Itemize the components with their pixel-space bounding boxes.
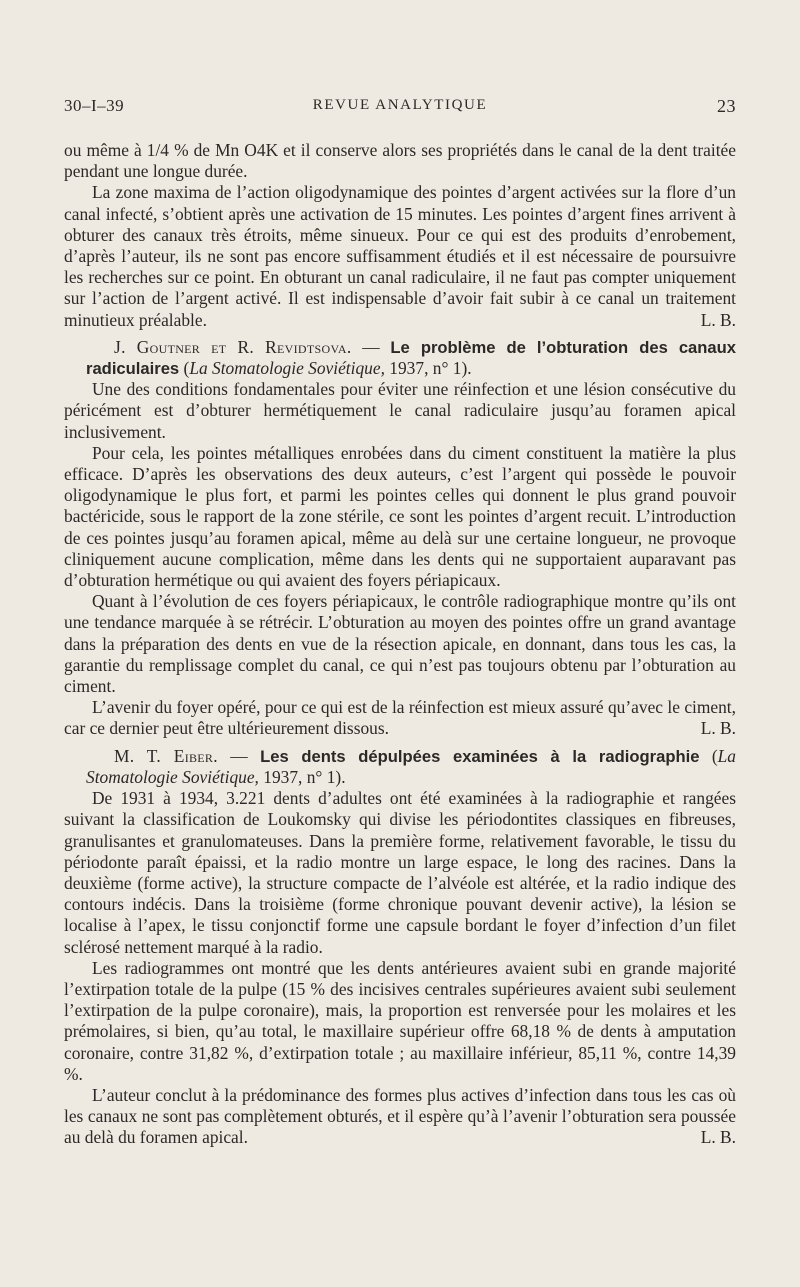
journal-ref: 1937, n° 1). bbox=[258, 766, 346, 787]
paragraph: Une des conditions fondamentales pour éviter une réinfection et une lésion consécutive du péricément est d’obturer hermétiquement le canal radiculaire jusqu’au foramen apical inclusivement. bbox=[64, 379, 736, 442]
article-title: Les dents dépulpées examinées à la radiographie bbox=[260, 746, 700, 766]
paragraph: De 1931 à 1934, 3.221 dents d’adultes ont été examinées à la radiographie et rangées suivant la classification de Loukomsky qui divise les périodontites classiques en fibreuses, granulisantes et granulomateuses. Dans la première forme, relativement favorable, le tissu du périodonte paraît épaissi, et la radio montre un large espace, le long des racines. Dans la deuxième (forme active), la structure compacte de l’alvéole est altérée, et la radio indique des contours indécis. Dans la troisième (forme chronique pouvant devenir active), la lésion se localise à l’apex, le tissu conjonctif forme une capsule bordant le foyer d’infection d’un filet sclérosé nettement marqué à la radio. bbox=[64, 788, 736, 957]
running-header bbox=[64, 96, 736, 116]
article-title: Le problème de l’obturation des canaux radiculaires bbox=[86, 337, 737, 379]
article-authors: M. T. Eiber. bbox=[114, 745, 218, 766]
article-eiber bbox=[64, 746, 736, 1149]
article-goutner bbox=[64, 337, 736, 740]
article-heading: J. Goutner et R. Revidtsova. — Le problème de l’obturation des canaux radiculaires (La Stomatologie Soviétique, 1937, n° 1). bbox=[86, 336, 737, 379]
article-authors: J. Goutner et R. Revidtsova. bbox=[114, 336, 352, 357]
journal-name: La Stomatologie Soviétique, bbox=[86, 745, 737, 787]
header-title: REVUE ANALYTIQUE bbox=[312, 97, 488, 113]
paragraph: La zone maxima de l’action oligodynamique des pointes d’argent activées sur la flore d’un canal infecté, s’obtient après une activation de 15 minutes. Les pointes d’argent fines arrivent à obturer des canaux très étroits, même sinueux. Pour ce qui est des produits d’enrobement, d’après l’auteur, ils ne sont pas encore suffisamment étudiés et il est nécessaire de poursuivre les recherches sur ce point. En obturant un canal radiculaire, il ne faut pas compter uniquement sur l’action de l’argent activé. Il est indispensable d’avoir fait subir à ce canal un traitement minutieux préalable. L. B. bbox=[64, 182, 736, 330]
page-body bbox=[64, 140, 736, 1149]
paragraph: L’auteur conclut à la prédominance des formes plus actives d’infection dans tous les cas où les canaux ne sont pas complètement obturés, et il espère qu’à l’avenir l’obturation sera poussée au delà du foramen apical. L. B. bbox=[64, 1084, 736, 1148]
paragraph: Quant à l’évolution de ces foyers périapicaux, le contrôle radiographique montre qu’ils ont une tendance marquée à se rétrécir. L’obturation au moyen des pointes offre un grand avantage dans la préparation des dents en vue de la résection apicale, en donnant, dans tous les cas, la garantie du remplissage complet du canal, ce qui n’est pas toujours obtenu par l’obturation au ciment. bbox=[64, 591, 736, 697]
signature: L. B. bbox=[700, 1127, 736, 1148]
journal-name: La Stomatologie Soviétique, bbox=[189, 358, 385, 379]
signature: L. B. bbox=[700, 309, 736, 330]
header-date: 30–I–39 bbox=[64, 96, 125, 115]
paragraph: Les radiogrammes ont montré que les dents antérieures avaient subi en grande majorité l’extirpation totale de la pulpe (15 % des incisives centrales supérieures avaient subi seulement l’extirpation de la pulpe coronaire), mais, la proportion est renversée pour les molaires et les prémolaires, si bien, qu’au total, le maxillaire supérieur offre 68,18 % de dents à amputation coronaire, contre 31,82 %, d’extirpation totale ; au maxillaire inférieur, 85,11 %, contre 14,39 %. bbox=[64, 957, 736, 1084]
paragraph: Pour cela, les pointes métalliques enrobées dans du ciment constituent la matière la plus efficace. D’après les observations des deux auteurs, c’est l’argent qui possède le pouvoir oligodynamique le plus fort, et parmi les pointes celles qui donnent le plus grand pouvoir bactéricide, sous le rapport de la zone stérile, ce sont les pointes d’argent recuit. L’introduction de ces pointes jusqu’au foramen apical, même au delà sur une certaine longueur, ne provoque cliniquement aucune complication, même dans les dents qui ne supportaient auparavant pas d’obturation hermétique ou qui avaient des foyers périapicaux. bbox=[64, 442, 736, 591]
paragraph: L’avenir du foyer opéré, pour ce qui est de la réinfection est mieux assuré qu’avec le ciment, car ce dernier peut être ultérieurement dissous. L. B. bbox=[64, 697, 736, 739]
journal-ref: 1937, n° 1). bbox=[384, 358, 472, 379]
page-number: 23 bbox=[717, 96, 736, 116]
article-continuation bbox=[64, 140, 736, 331]
paragraph: ou même à 1/4 % de Mn O4K et il conserve alors ses propriétés dans le canal de la dent traitée pendant une longue durée. bbox=[64, 140, 736, 182]
article-heading: M. T. Eiber. — Les dents dépulpées examinées à la radiographie (La Stomatologie Soviétique, 1937, n° 1). bbox=[86, 745, 737, 787]
signature: L. B. bbox=[700, 718, 736, 739]
